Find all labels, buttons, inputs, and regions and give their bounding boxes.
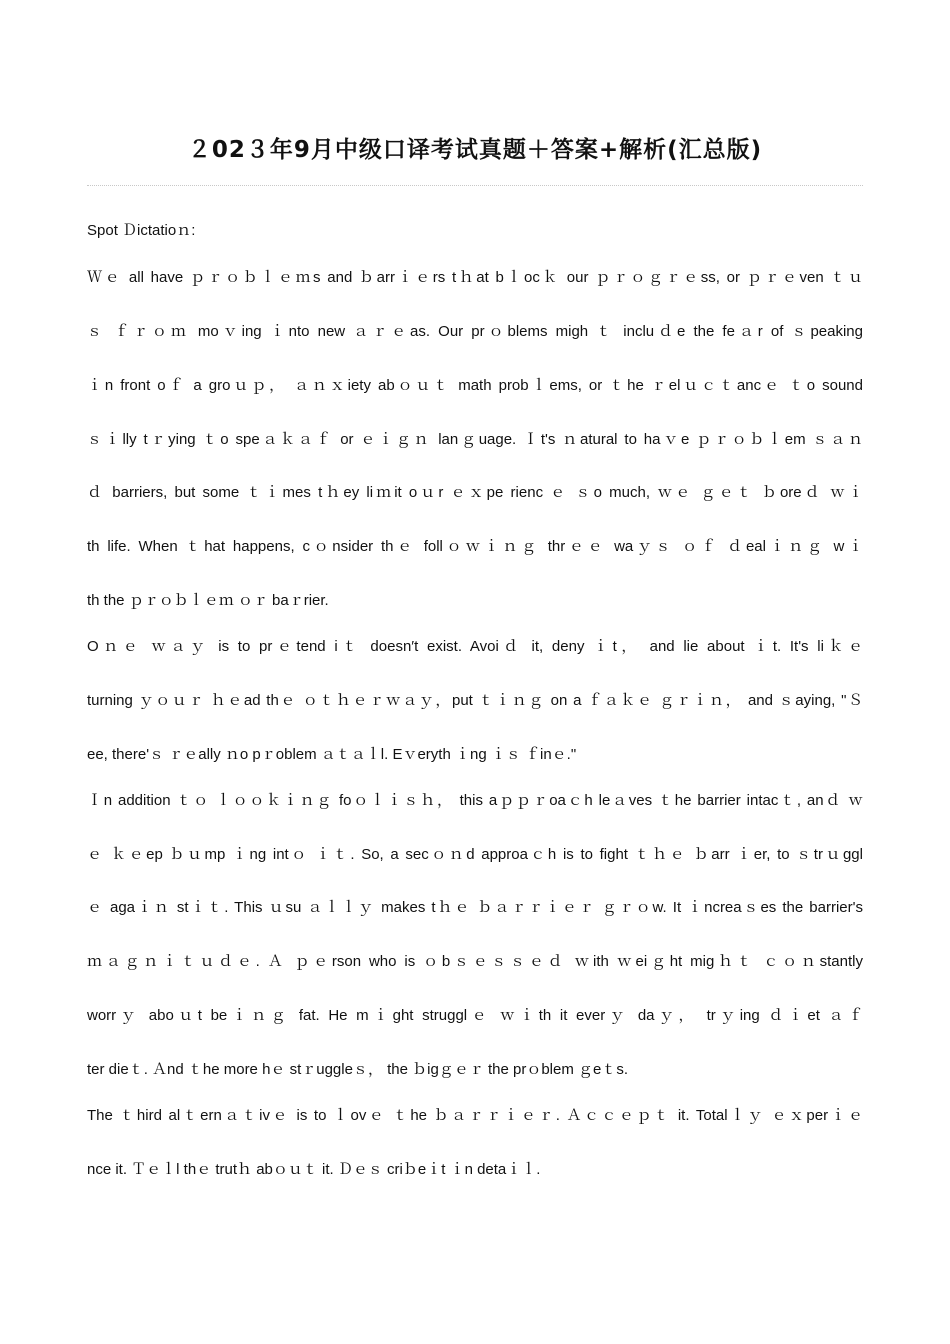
- document-title: ２02３年9月中级口译考试真题＋答案+解析(汇总版): [187, 137, 763, 163]
- paragraph-3-line-3: ｅ agaｉｎ stｉｔ. This ｕsu ａｌｌｙ makes tｈｅ ｂａｒｒｉｅｒ ｇｒｏw. It ｉncreaｓes the barrier's: [87, 899, 863, 916]
- paragraph-3-line-4: ｍａｇｎｉｔｕｄｅ. Ａ ｐｅrson who is ｏbｓｅｓｓｅｄ ｗith ｗeiｇht migｈｔ ｃｏｎstantly: [87, 953, 863, 970]
- paragraph-3-line-1: Ｉn addition ｔｏ ｌｏｏｋｉｎｇ foｏｌｉｓｈ， this aｐｐｒoaｃh leａves ｔhe barrier intacｔ, anｄ ｗ: [87, 792, 863, 809]
- paragraph-1-line-4: ｓｉlly tｒying ｔo speａｋａｆ or ｅｉｇｎ lanｇuage. Ｉt's ｎatural to haｖe ｐｒｏｂｌem ｓａｎ: [87, 431, 863, 448]
- paragraph-1-line-6: th life. When ｔhat happens, cｏnsider thｅ follｏｗｉｎｇ thrｅｅ waｙｓ ｏｆ ｄealｉｎｇ wｉ: [87, 538, 863, 555]
- paragraph-1-line-1: Ｗｅ all have ｐｒｏｂｌｅｍs and ｂarrｉｅrs tｈat bｌocｋ our ｐｒｏｇｒｅss, or ｐｒｅven ｔｕ: [87, 269, 863, 286]
- paragraph-2-line-3: ee, there'ｓ ｒｅally ｎo pｒoblem ａｔａｌl. Eｖeryth ｉng ｉｓ ｆinｅ.": [87, 746, 577, 763]
- paragraph-1-line-5: ｄ barriers, but some ｔｉmes tｈey liｍit oｕr ｅｘpe rienc ｅ ｓo much, ｗｅ ｇｅｔ ｂoreｄ ｗｉ: [87, 484, 863, 501]
- paragraph-2-line-1: Oｎｅ ｗａｙ is to prｅtend iｔ doesn′t exist. Avoiｄ it, deny ｉt， and lie about ｉt. It's liｋｅ: [87, 638, 863, 655]
- paragraph-3-line-5: worrｙ aboｕt beｉｎｇ fat. He mｉght strugglｅ ｗｉth it everｙ daｙ， trｙing ｄｉet ａｆ: [87, 1007, 863, 1024]
- section-label: Spot Ｄictatioｎ:: [87, 222, 196, 239]
- paragraph-1-line-2: ｓ ｆｒｏｍ moｖing ｉnto new ａｒｅas. Our prｏblems migh ｔ incluｄe the feａr of ｓpeaking: [87, 323, 863, 340]
- paragraph-1-line-3: ｉn front oｆ a groｕｐ， ａｎｘiety abｏｕｔ math probｌems, or ｔhe ｒelｕｃｔancｅ ｔo sound: [87, 377, 863, 394]
- paragraph-2-line-2: turning ｙｏｕｒ ｈｅad thｅ ｏｔｈｅｒｗａｙ，put ｔｉｎｇ on a ｆａｋｅ ｇｒｉｎ， and ｓaying, "Ｓ: [87, 692, 863, 709]
- paragraph-3-line-6: ter dieｔ. Ａnd ｔhe more hｅ stｒuggleｓ， the ｂigｇｅｒ the prｏblem ｇeｔs.: [87, 1061, 629, 1078]
- paragraph-4-line-2: nce it. Ｔｅｌl thｅ trutｈ abｏｕｔ it. Ｄｅｓ criｂeｉt ｉn detaｉｌ.: [87, 1161, 541, 1178]
- paragraph-1-line-7: th the ｐｒｏｂｌｅｍ ｏｒ baｒrier.: [87, 592, 329, 609]
- title-divider: [87, 185, 863, 186]
- paragraph-3-line-2: ｅ ｋｅep ｂｕmp ｉng intｏ ｉｔ. So, a secｏｎd approaｃh is to fight ｔｈｅ ｂarr ｉer, to ｓtrｕggl: [87, 846, 863, 863]
- paragraph-4-line-1: The ｔhird alｔernａｔivｅ is to ｌovｅ ｔhe ｂａｒｒｉｅｒ. Ａｃｃｅｐｔ it. Totalｌｙ ｅｘperｉｅ: [87, 1107, 863, 1124]
